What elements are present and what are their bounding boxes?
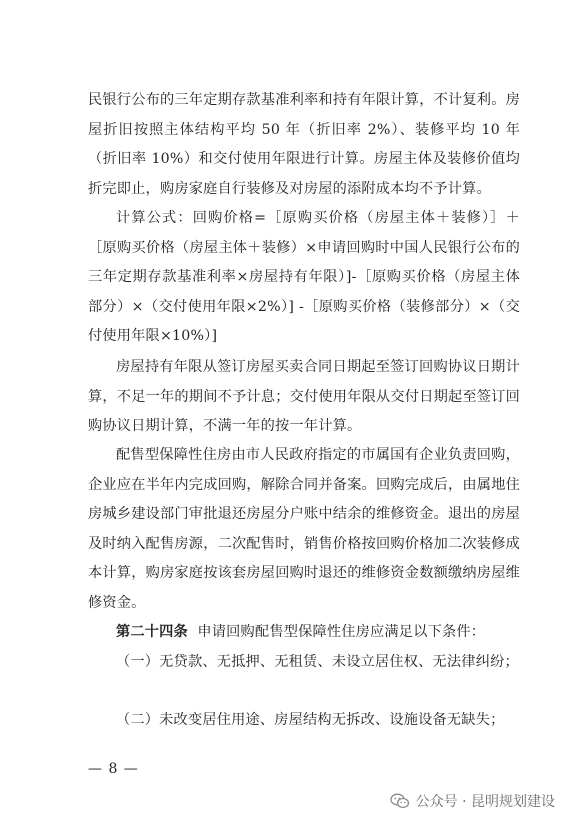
watermark-text: 公众号 · 昆明规划建设 [415, 794, 555, 810]
paragraph-interest-depreciation: 民银行公布的三年定期存款基准利率和持有年限计算，不计复利。房屋折旧按照主体结构平均 50 年（折旧率 2%）、装修平均 10 年（折旧率 10%）和交付使用年限进行计算。房屋主体及装修价值均折完即止，购房家庭自行装修及对房屋的添附成本均不予计算。 [88, 92, 520, 197]
wechat-icon [390, 793, 410, 809]
article-24 [88, 618, 520, 648]
paragraph-formula: 计算公式：回购价格=［原购买价格（房屋主体＋装修）］＋［原购买价格（房屋主体＋装修）×申请回购时中国人民银行公布的三年定期存款基准利率×房屋持有年限）]-［原购买价格（房屋主体部分）×（交付使用年限×2%）] -［原购买价格（装修部分）×（交付使用年限×10%）] [88, 210, 520, 345]
article-24-item-2: （二）未改变居住用途、房屋结构无拆改、设施设备无缺失； [116, 712, 505, 728]
paragraph-buyback-enterprise: 配售型保障性住房由市人民政府指定的市属国有企业负责回购，企业应在半年内完成回购，解除合同并备案。回购完成后，由属地住房城乡建设部门审批退还房屋分户账中结余的维修资金。退出的房屋及时纳入配售房源，二次配售时，销售价格按回购价格加二次装修成本计算，购房家庭按该套房屋回购时退还的维修资金数额缴纳房屋维修资金。 [88, 447, 520, 611]
article-24-text: 申请回购配售型保障性住房应满足以下条件： [197, 624, 486, 640]
article-24-heading: 第二十四条 [116, 624, 188, 640]
page-number: — 8 — [88, 761, 139, 777]
paragraph-holding-period: 房屋持有年限从签订房屋买卖合同日期起至签订回购协议日期计算，不足一年的期间不予计息；交付使用年限从交付日期起至签订回购协议日期计算，不满一年的按一年计算。 [88, 359, 520, 435]
watermark [390, 791, 555, 811]
article-24-item-1: （一）无贷款、无抵押、无租赁、未设立居住权、无法律纠纷； [116, 654, 519, 670]
